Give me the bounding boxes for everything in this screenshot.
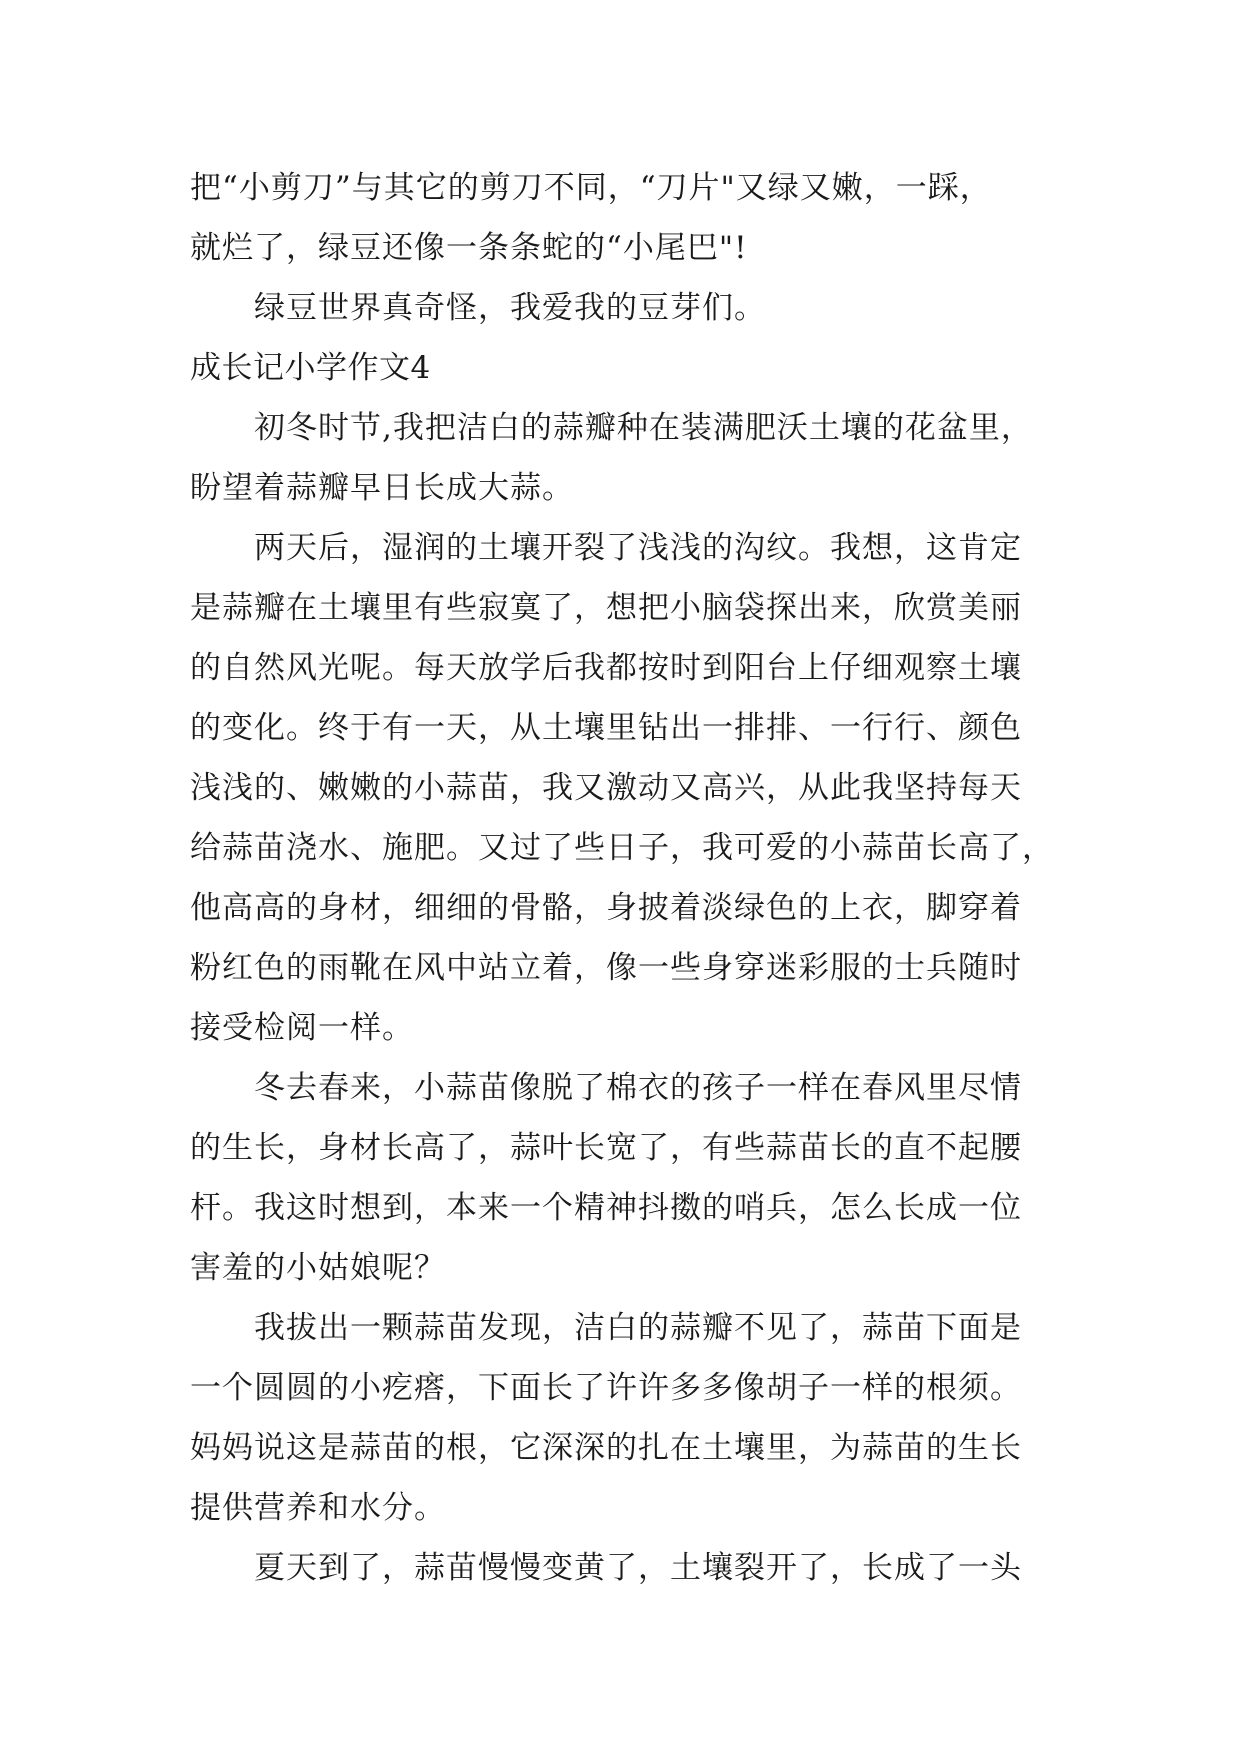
text-line: 初冬时节,我把洁白的蒜瓣种在装满肥沃土壤的花盆里，: [254, 410, 1033, 446]
text-line: 把“小剪刀”与其它的剪刀不同，“刀片"又绿又嫩，一踩，: [190, 170, 992, 206]
text-line: 冬去春来，小蒜苗像脱了棉衣的孩子一样在春风里尽情: [254, 1070, 1022, 1106]
text-line: 害羞的小姑娘呢？: [190, 1250, 446, 1286]
text-line: 的变化。终于有一天，从土壤里钻出一排排、一行行、颜色: [190, 710, 1022, 746]
text-line: 夏天到了，蒜苗慢慢变黄了，土壤裂开了，长成了一头: [254, 1550, 1022, 1586]
text-line: 他高高的身材，细细的骨骼，身披着淡绿色的上衣，脚穿着: [190, 890, 1022, 926]
text-line: 妈妈说这是蒜苗的根，它深深的扎在土壤里，为蒜苗的生长: [190, 1430, 1022, 1466]
text-line: 一个圆圆的小疙瘩，下面长了许许多多像胡子一样的根须。: [190, 1370, 1022, 1406]
text-line: 接受检阅一样。: [190, 1010, 414, 1046]
text-line: 浅浅的、嫩嫩的小蒜苗，我又激动又高兴，从此我坚持每天: [190, 770, 1022, 806]
text-line: 提供营养和水分。: [190, 1490, 446, 1526]
text-line: 两天后，湿润的土壤开裂了浅浅的沟纹。我想，这肯定: [254, 530, 1022, 566]
document-body: [190, 158, 1060, 1598]
text-line: 是蒜瓣在土壤里有些寂寞了，想把小脑袋探出来，欣赏美丽: [190, 590, 1022, 626]
text-line: 粉红色的雨靴在风中站立着，像一些身穿迷彩服的士兵随时: [190, 950, 1022, 986]
text-line: 给蒜苗浇水、施肥。又过了些日子，我可爱的小蒜苗长高了，: [190, 830, 1054, 866]
text-line: 就烂了，绿豆还像一条条蛇的“小尾巴"!: [190, 230, 748, 266]
text-line: 盼望着蒜瓣早日长成大蒜。: [190, 470, 574, 506]
section-heading: 成长记小学作文4: [190, 350, 431, 386]
text-line: 的自然风光呢。每天放学后我都按时到阳台上仔细观察土壤: [190, 650, 1022, 686]
text-line: 我拔出一颗蒜苗发现，洁白的蒜瓣不见了，蒜苗下面是: [254, 1310, 1022, 1346]
text-line: 杆。我这时想到，本来一个精神抖擞的哨兵，怎么长成一位: [190, 1190, 1022, 1226]
text-line: 绿豆世界真奇怪，我爱我的豆芽们。: [254, 290, 766, 326]
text-line: 的生长，身材长高了，蒜叶长宽了，有些蒜苗长的直不起腰: [190, 1130, 1022, 1166]
